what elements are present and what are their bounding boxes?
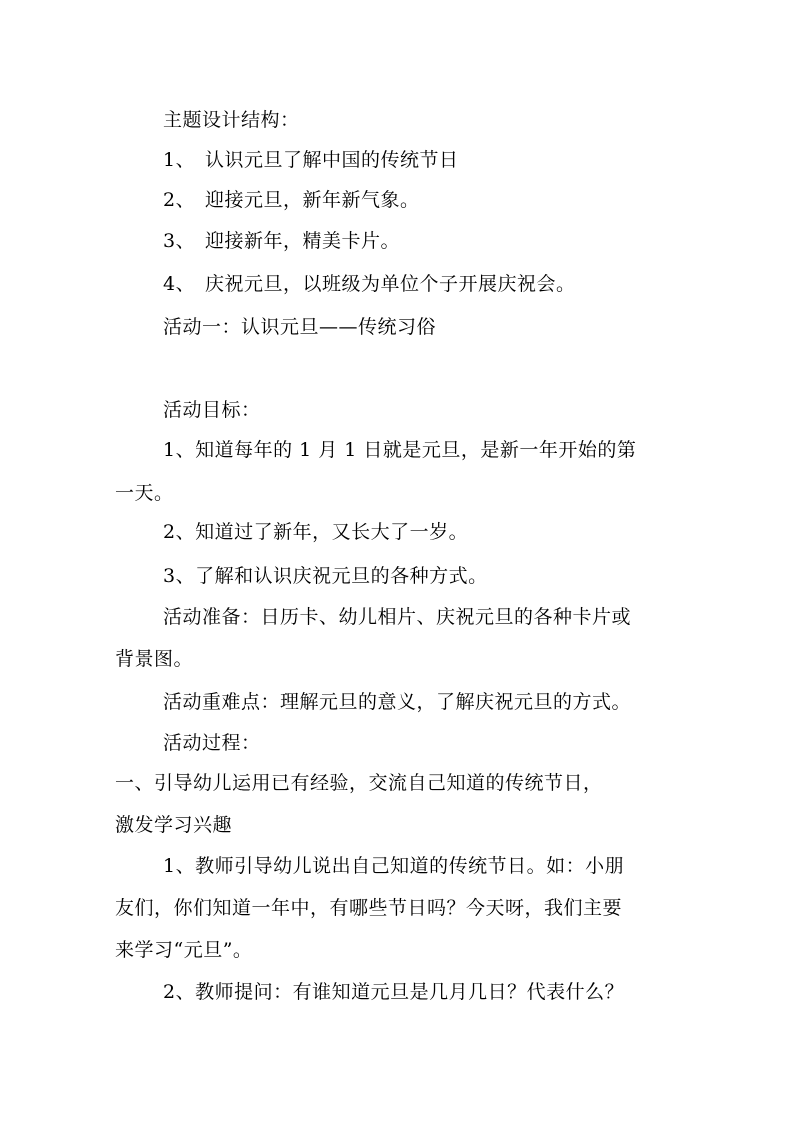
structure-item-text: 认识元旦了解中国的传统节日 (205, 149, 459, 171)
sub-step-1-line-3: 来学习“元旦”。 (115, 939, 253, 961)
key-points: 活动重难点：理解元旦的意义，了解庆祝元旦的方式。 (163, 691, 632, 713)
structure-item-text: 迎接元旦，新年新气象。 (205, 189, 420, 211)
activity-title: 活动一：认识元旦——传统习俗 (163, 316, 437, 338)
sub-step-2: 2、教师提问：有谁知道元旦是几月几日？代表什么？ (163, 981, 625, 1003)
structure-item-number: 1、 (163, 149, 196, 171)
structure-item-text: 迎接新年，精美卡片。 (205, 230, 401, 252)
structure-item-3 (163, 229, 400, 253)
goal-1-line-1: 1、知道每年的 1 月 1 日就是元旦，是新一年开始的第 (163, 439, 637, 461)
structure-item-number: 3、 (163, 230, 196, 252)
structure-item-text: 庆祝元旦，以班级为单位个子开展庆祝会。 (205, 273, 576, 295)
goal-1-line-2: 一天。 (115, 482, 174, 504)
process-heading: 活动过程： (163, 732, 261, 754)
structure-item-2 (163, 188, 420, 212)
section-heading: 主题设计结构： (163, 109, 300, 131)
structure-item-number: 4、 (163, 273, 196, 295)
structure-item-4 (163, 272, 576, 296)
goal-3: 3、了解和认识庆祝元旦的各种方式。 (163, 565, 488, 587)
sub-step-1-line-2: 友们，你们知道一年中，有哪些节日吗？今天呀，我们主要 (115, 897, 623, 919)
structure-item-1 (163, 148, 459, 172)
preparation-line-1: 活动准备：日历卡、幼儿相片、庆祝元旦的各种卡片或 (163, 606, 632, 628)
goals-heading: 活动目标： (163, 399, 261, 421)
preparation-line-2: 背景图。 (115, 648, 194, 670)
step-1-line-2: 激发学习兴趣 (115, 814, 233, 836)
step-1-line-1: 一、引导幼儿运用已有经验，交流自己知道的传统节日， (115, 772, 603, 794)
sub-step-1-line-1: 1、教师引导幼儿说出自己知道的传统节日。如：小朋 (163, 855, 625, 877)
structure-item-number: 2、 (163, 189, 196, 211)
goal-2: 2、知道过了新年，又长大了一岁。 (163, 521, 469, 543)
